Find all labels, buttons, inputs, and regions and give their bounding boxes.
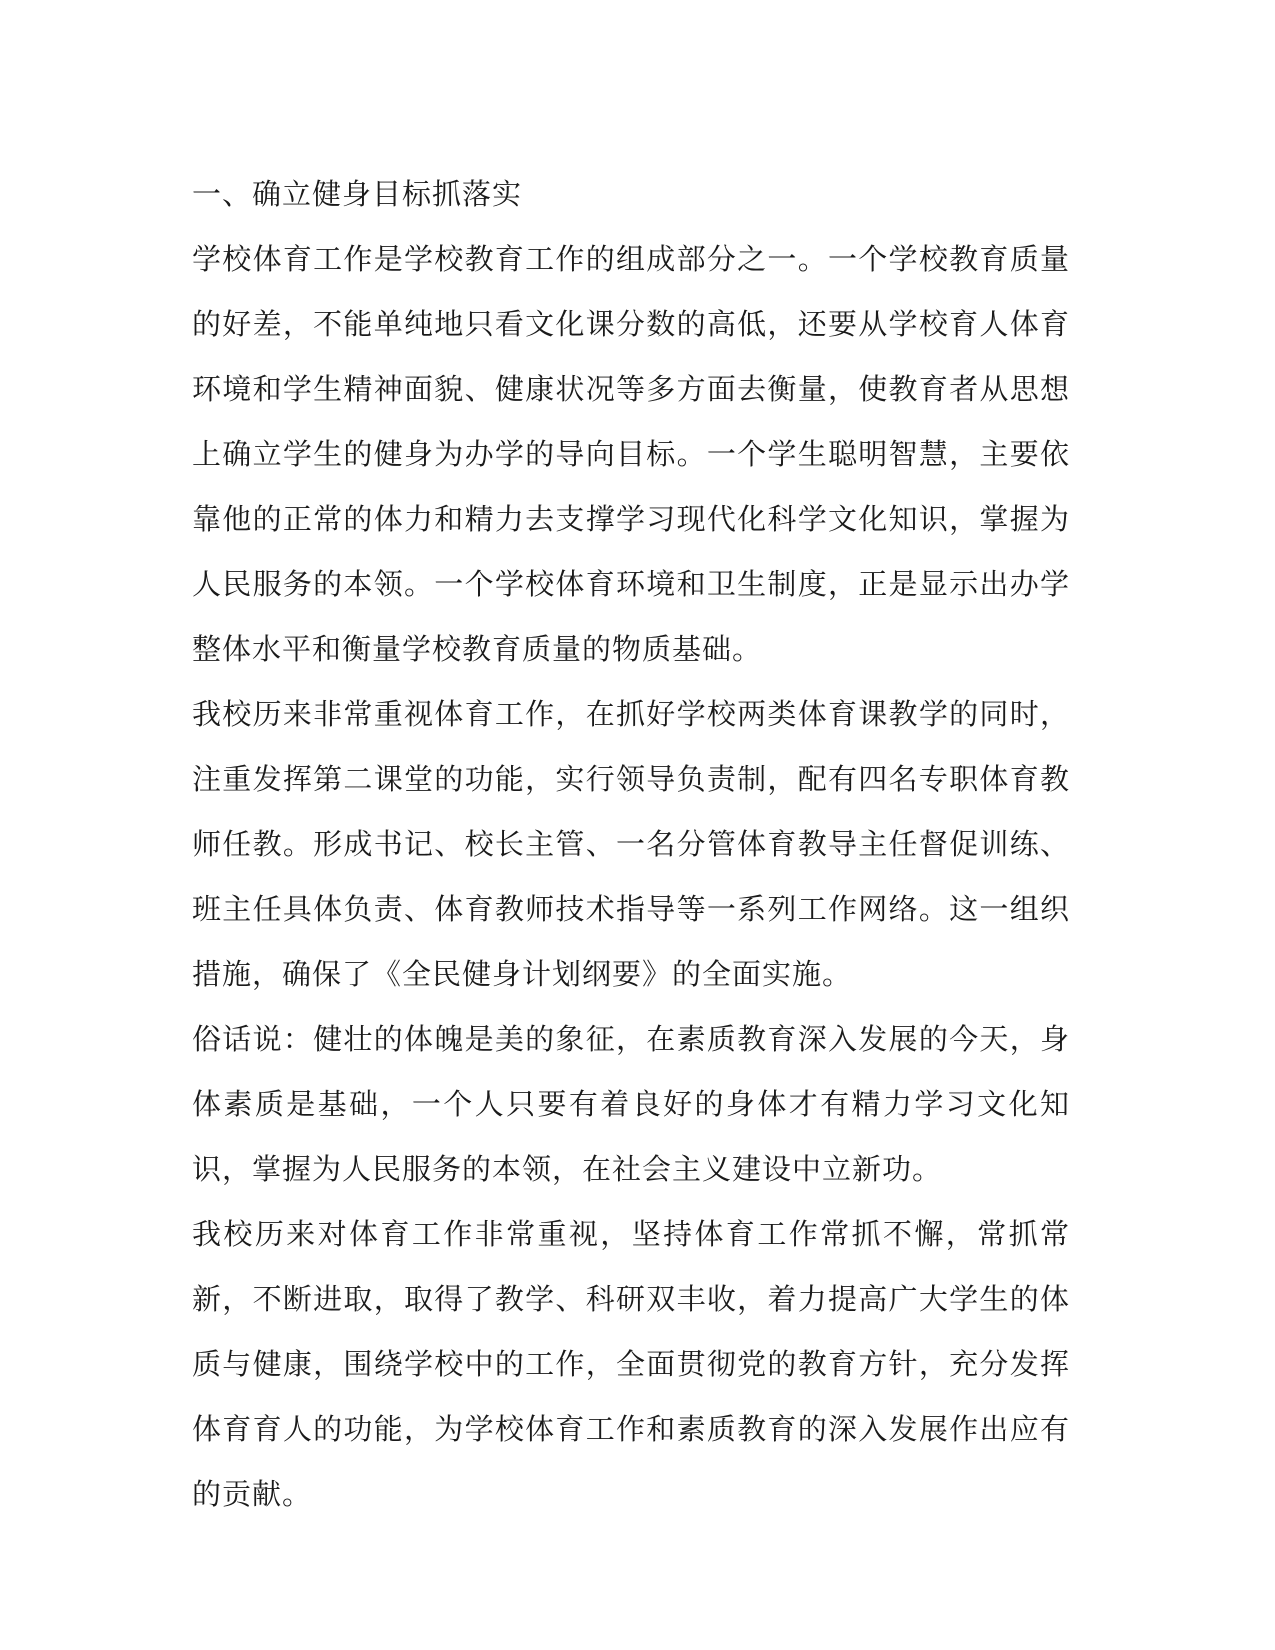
document-body	[192, 162, 1070, 1527]
paragraph-2: 我校历来非常重视体育工作，在抓好学校两类体育课教学的同时，注重发挥第二课堂的功能，实行领导负责制，配有四名专职体育教师任教。形成书记、校长主管、一名分管体育教导主任督促训练、班主任具体负责、体育教师技术指导等一系列工作网络。这一组织措施，确保了《全民健身计划纲要》的全面实施。	[192, 697, 1070, 991]
paragraph-3: 俗话说：健壮的体魄是美的象征，在素质教育深入发展的今天，身体素质是基础，一个人只要有着良好的身体才有精力学习文化知识，掌握为人民服务的本领，在社会主义建设中立新功。	[192, 1022, 1070, 1186]
paragraph-1: 学校体育工作是学校教育工作的组成部分之一。一个学校教育质量的好差，不能单纯地只看文化课分数的高低，还要从学校育人体育环境和学生精神面貌、健康状况等多方面去衡量，使教育者从思想上确立学生的健身为办学的导向目标。一个学生聪明智慧，主要依靠他的正常的体力和精力去支撑学习现代化科学文化知识，掌握为人民服务的本领。一个学校体育环境和卫生制度，正是显示出办学整体水平和衡量学校教育质量的物质基础。	[192, 242, 1070, 666]
section-heading: 一、确立健身目标抓落实	[192, 177, 523, 211]
paragraph-4: 我校历来对体育工作非常重视，坚持体育工作常抓不懈，常抓常新，不断进取，取得了教学、科研双丰收，着力提高广大学生的体质与健康，围绕学校中的工作，全面贯彻党的教育方针，充分发挥体育育人的功能，为学校体育工作和素质教育的深入发展作出应有的贡献。	[192, 1217, 1070, 1511]
